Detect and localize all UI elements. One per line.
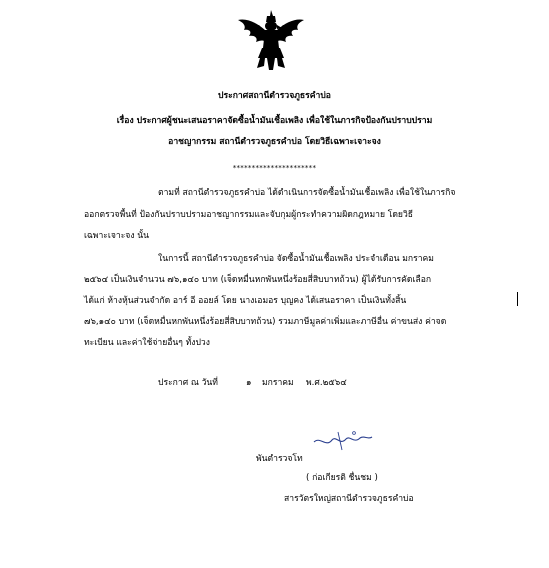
org-title: ประกาศสถานีตำรวจภูธรคำบ่อ xyxy=(218,91,331,101)
announce-month: มกราคม xyxy=(262,378,294,388)
garuda-emblem xyxy=(234,8,308,72)
body-p1-line2: ออกตรวจพื้นที่ ป้องกันปราบปรามอาชญากรรมและจับกุมผู้กระทำความผิดกฎหมาย โดยวิธี xyxy=(84,210,414,220)
subject-line-1: เรื่อง ประกาศผู้ชนะเสนอราคาจัดซื้อน้ำมันเชื้อเพลิง เพื่อใช้ในภารกิจป้องกันปราบปราม xyxy=(116,116,433,126)
body-p2-line4: ๗๖,๑๔๐ บาท (เจ็ดหมื่นหกพันหนึ่งร้อยสี่สิบบาทถ้วน) รวมภาษีมูลค่าเพิ่มและภาษีอื่น ค่าขนส่ง ค่าจด xyxy=(84,317,447,327)
signer-name: ( ก่อเกียรติ ชื่นชม ) xyxy=(306,473,378,483)
announce-prefix: ประกาศ ณ วันที่ xyxy=(158,378,218,388)
body-p2-line2: ๒๕๖๔ เป็นเงินจำนวน ๗๖,๑๔๐ บาท (เจ็ดหมื่นหกพันหนึ่งร้อยสี่สิบบาทถ้วน) ผู้ได้รับการคัดเลือก xyxy=(84,275,432,285)
signature-mark xyxy=(310,428,374,454)
announce-day: ๑ xyxy=(246,378,252,388)
announce-year: พ.ศ.๒๕๖๔ xyxy=(306,378,347,388)
divider-stars: ********************** xyxy=(232,164,317,172)
subject-line-2: อาชญากรรม สถานีตำรวจภูธรคำบ่อ โดยวิธีเฉพาะเจาะจง xyxy=(168,137,381,147)
body-p2-line5: ทะเบียน และค่าใช้จ่ายอื่นๆ ทั้งปวง xyxy=(84,338,210,348)
body-p1-line3: เฉพาะเจาะจง นั้น xyxy=(84,231,150,241)
body-p2-line3: ได้แก่ ห้างหุ้นส่วนจำกัด อาร์ อี ออยล์ โดย นางเอมอร บุญคง ได้เสนอราคา เป็นเงินทั้งสิ้น xyxy=(84,296,407,306)
body-p1-line1: ตามที่ สถานีตำรวจภูธรคำบ่อ ได้ดำเนินการจัดซื้อน้ำมันเชื้อเพลิง เพื่อใช้ในภารกิจ xyxy=(158,188,456,198)
signer-rank: พันตำรวจโท xyxy=(256,454,303,464)
body-p2-line1: ในการนี้ สถานีตำรวจภูธรคำบ่อ จัดซื้อน้ำมันเชื้อเพลิง ประจำเดือน มกราคม xyxy=(158,254,434,264)
margin-mark xyxy=(517,292,518,306)
signer-position: สารวัตรใหญ่สถานีตำรวจภูธรคำบ่อ xyxy=(284,494,414,504)
